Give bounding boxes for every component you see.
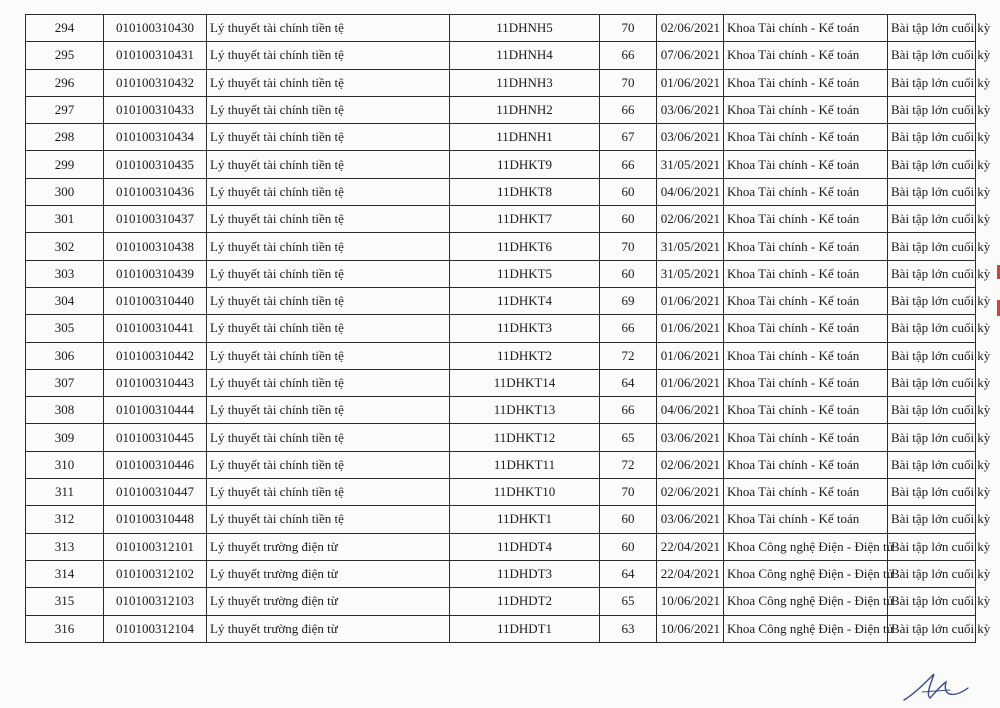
exam-date: 31/05/2021 [657,260,724,287]
row-number: 314 [26,560,104,587]
exam-form: Bài tập lớn cuối kỳ [888,588,976,615]
course-name: Lý thuyết tài chính tiền tệ [207,424,450,451]
student-count: 70 [600,233,657,260]
row-number: 313 [26,533,104,560]
student-count: 65 [600,588,657,615]
exam-date: 02/06/2021 [657,451,724,478]
student-count: 72 [600,342,657,369]
exam-date: 10/06/2021 [657,588,724,615]
faculty-name: Khoa Công nghệ Điện - Điện tử [724,560,888,587]
class-code: 11DHKT3 [450,315,600,342]
exam-form: Bài tập lớn cuối kỳ [888,96,976,123]
table-row [26,533,976,560]
exam-form: Bài tập lớn cuối kỳ [888,178,976,205]
student-count: 60 [600,178,657,205]
course-name: Lý thuyết tài chính tiền tệ [207,369,450,396]
table-row [26,96,976,123]
class-code: 11DHKT5 [450,260,600,287]
student-count: 70 [600,15,657,42]
row-number: 299 [26,151,104,178]
course-name: Lý thuyết tài chính tiền tệ [207,151,450,178]
faculty-name: Khoa Tài chính - Kế toán [724,397,888,424]
row-number: 303 [26,260,104,287]
exam-form: Bài tập lớn cuối kỳ [888,15,976,42]
student-count: 67 [600,124,657,151]
faculty-name: Khoa Tài chính - Kế toán [724,287,888,314]
row-number: 307 [26,369,104,396]
exam-form: Bài tập lớn cuối kỳ [888,451,976,478]
class-code: 11DHKT4 [450,287,600,314]
class-code: 11DHNH5 [450,15,600,42]
course-name: Lý thuyết tài chính tiền tệ [207,15,450,42]
exam-date: 01/06/2021 [657,69,724,96]
class-code: 11DHKT9 [450,151,600,178]
course-code: 010100310432 [104,69,207,96]
course-code: 010100310446 [104,451,207,478]
course-code: 010100310443 [104,369,207,396]
student-count: 63 [600,615,657,642]
faculty-name: Khoa Tài chính - Kế toán [724,206,888,233]
handwritten-signature [900,664,970,704]
student-count: 60 [600,260,657,287]
faculty-name: Khoa Tài chính - Kế toán [724,342,888,369]
faculty-name: Khoa Tài chính - Kế toán [724,315,888,342]
course-name: Lý thuyết tài chính tiền tệ [207,315,450,342]
course-name: Lý thuyết tài chính tiền tệ [207,42,450,69]
course-code: 010100310444 [104,397,207,424]
student-count: 60 [600,533,657,560]
class-code: 11DHKT13 [450,397,600,424]
table-row [26,287,976,314]
exam-form: Bài tập lớn cuối kỳ [888,42,976,69]
course-code: 010100310441 [104,315,207,342]
course-code: 010100310436 [104,178,207,205]
exam-date: 02/06/2021 [657,479,724,506]
course-name: Lý thuyết tài chính tiền tệ [207,397,450,424]
table-row [26,479,976,506]
course-name: Lý thuyết tài chính tiền tệ [207,260,450,287]
class-code: 11DHNH1 [450,124,600,151]
faculty-name: Khoa Tài chính - Kế toán [724,479,888,506]
course-code: 010100310442 [104,342,207,369]
class-code: 11DHKT10 [450,479,600,506]
exam-date: 10/06/2021 [657,615,724,642]
table-row [26,315,976,342]
exam-date: 03/06/2021 [657,96,724,123]
exam-date: 03/06/2021 [657,424,724,451]
table-row [26,178,976,205]
exam-form: Bài tập lớn cuối kỳ [888,233,976,260]
exam-date: 04/06/2021 [657,178,724,205]
table-row [26,615,976,642]
row-number: 300 [26,178,104,205]
row-number: 306 [26,342,104,369]
faculty-name: Khoa Tài chính - Kế toán [724,451,888,478]
course-name: Lý thuyết tài chính tiền tệ [207,506,450,533]
class-code: 11DHKT14 [450,369,600,396]
table-row [26,124,976,151]
exam-date: 31/05/2021 [657,233,724,260]
table-row [26,233,976,260]
course-name: Lý thuyết tài chính tiền tệ [207,479,450,506]
exam-form: Bài tập lớn cuối kỳ [888,342,976,369]
exam-date: 04/06/2021 [657,397,724,424]
table-row [26,451,976,478]
exam-form: Bài tập lớn cuối kỳ [888,151,976,178]
course-code: 010100312104 [104,615,207,642]
course-name: Lý thuyết tài chính tiền tệ [207,287,450,314]
faculty-name: Khoa Công nghệ Điện - Điện tử [724,615,888,642]
student-count: 64 [600,560,657,587]
exam-form: Bài tập lớn cuối kỳ [888,560,976,587]
exam-form: Bài tập lớn cuối kỳ [888,260,976,287]
row-number: 310 [26,451,104,478]
course-name: Lý thuyết trường điện từ [207,533,450,560]
exam-date: 07/06/2021 [657,42,724,69]
student-count: 66 [600,151,657,178]
student-count: 64 [600,369,657,396]
exam-date: 01/06/2021 [657,342,724,369]
class-code: 11DHKT1 [450,506,600,533]
course-code: 010100310430 [104,15,207,42]
class-code: 11DHDT3 [450,560,600,587]
course-code: 010100310439 [104,260,207,287]
course-code: 010100310438 [104,233,207,260]
exam-date: 02/06/2021 [657,15,724,42]
faculty-name: Khoa Tài chính - Kế toán [724,124,888,151]
student-count: 66 [600,397,657,424]
exam-form: Bài tập lớn cuối kỳ [888,206,976,233]
class-code: 11DHKT6 [450,233,600,260]
faculty-name: Khoa Tài chính - Kế toán [724,369,888,396]
student-count: 65 [600,424,657,451]
class-code: 11DHKT8 [450,178,600,205]
student-count: 60 [600,206,657,233]
course-code: 010100312101 [104,533,207,560]
row-number: 294 [26,15,104,42]
exam-form: Bài tập lớn cuối kỳ [888,479,976,506]
course-code: 010100312103 [104,588,207,615]
class-code: 11DHKT7 [450,206,600,233]
exam-date: 01/06/2021 [657,369,724,396]
faculty-name: Khoa Công nghệ Điện - Điện tử [724,533,888,560]
exam-form: Bài tập lớn cuối kỳ [888,615,976,642]
course-code: 010100312102 [104,560,207,587]
course-code: 010100310448 [104,506,207,533]
student-count: 70 [600,479,657,506]
exam-date: 31/05/2021 [657,151,724,178]
table-row [26,506,976,533]
class-code: 11DHNH3 [450,69,600,96]
course-code: 010100310431 [104,42,207,69]
course-name: Lý thuyết tài chính tiền tệ [207,96,450,123]
table-row [26,588,976,615]
course-name: Lý thuyết tài chính tiền tệ [207,451,450,478]
table-row [26,342,976,369]
course-name: Lý thuyết trường điện từ [207,615,450,642]
table-row [26,369,976,396]
exam-form: Bài tập lớn cuối kỳ [888,69,976,96]
row-number: 296 [26,69,104,96]
faculty-name: Khoa Tài chính - Kế toán [724,151,888,178]
row-number: 305 [26,315,104,342]
row-number: 311 [26,479,104,506]
row-number: 312 [26,506,104,533]
table-body [26,15,991,643]
class-code: 11DHDT2 [450,588,600,615]
student-count: 72 [600,451,657,478]
faculty-name: Khoa Tài chính - Kế toán [724,69,888,96]
table-row [26,560,976,587]
exam-date: 03/06/2021 [657,124,724,151]
exam-form: Bài tập lớn cuối kỳ [888,124,976,151]
faculty-name: Khoa Công nghệ Điện - Điện tử [724,588,888,615]
table-row [26,206,976,233]
exam-form: Bài tập lớn cuối kỳ [888,533,976,560]
table-row [26,42,976,69]
row-number: 297 [26,96,104,123]
course-name: Lý thuyết tài chính tiền tệ [207,233,450,260]
table-row [26,397,976,424]
exam-date: 22/04/2021 [657,560,724,587]
exam-form: Bài tập lớn cuối kỳ [888,506,976,533]
faculty-name: Khoa Tài chính - Kế toán [724,424,888,451]
exam-date: 03/06/2021 [657,506,724,533]
exam-form: Bài tập lớn cuối kỳ [888,369,976,396]
course-name: Lý thuyết tài chính tiền tệ [207,178,450,205]
row-number: 298 [26,124,104,151]
student-count: 66 [600,42,657,69]
table-row [26,15,976,42]
class-code: 11DHKT11 [450,451,600,478]
table-row [26,151,976,178]
course-code: 010100310435 [104,151,207,178]
class-code: 11DHDT4 [450,533,600,560]
course-name: Lý thuyết tài chính tiền tệ [207,124,450,151]
course-code: 010100310434 [104,124,207,151]
exam-form: Bài tập lớn cuối kỳ [888,287,976,314]
exam-date: 01/06/2021 [657,287,724,314]
exam-date: 02/06/2021 [657,206,724,233]
row-number: 301 [26,206,104,233]
table-row [26,69,976,96]
course-name: Lý thuyết tài chính tiền tệ [207,342,450,369]
class-code: 11DHDT1 [450,615,600,642]
class-code: 11DHKT2 [450,342,600,369]
class-code: 11DHNH4 [450,42,600,69]
row-number: 302 [26,233,104,260]
course-name: Lý thuyết trường điện từ [207,560,450,587]
exam-schedule-table [25,14,991,643]
row-number: 316 [26,615,104,642]
table-row [26,260,976,287]
student-count: 66 [600,315,657,342]
course-name: Lý thuyết tài chính tiền tệ [207,69,450,96]
class-code: 11DHNH2 [450,96,600,123]
course-name: Lý thuyết tài chính tiền tệ [207,206,450,233]
faculty-name: Khoa Tài chính - Kế toán [724,260,888,287]
student-count: 66 [600,96,657,123]
course-code: 010100310447 [104,479,207,506]
exam-form: Bài tập lớn cuối kỳ [888,424,976,451]
row-number: 315 [26,588,104,615]
course-code: 010100310440 [104,287,207,314]
table-row [26,424,976,451]
course-code: 010100310437 [104,206,207,233]
faculty-name: Khoa Tài chính - Kế toán [724,42,888,69]
student-count: 60 [600,506,657,533]
exam-form: Bài tập lớn cuối kỳ [888,315,976,342]
student-count: 70 [600,69,657,96]
faculty-name: Khoa Tài chính - Kế toán [724,96,888,123]
row-number: 309 [26,424,104,451]
row-number: 295 [26,42,104,69]
exam-form: Bài tập lớn cuối kỳ [888,397,976,424]
course-code: 010100310433 [104,96,207,123]
faculty-name: Khoa Tài chính - Kế toán [724,178,888,205]
course-code: 010100310445 [104,424,207,451]
class-code: 11DHKT12 [450,424,600,451]
faculty-name: Khoa Tài chính - Kế toán [724,233,888,260]
course-name: Lý thuyết trường điện từ [207,588,450,615]
exam-date: 01/06/2021 [657,315,724,342]
student-count: 69 [600,287,657,314]
row-number: 308 [26,397,104,424]
exam-date: 22/04/2021 [657,533,724,560]
faculty-name: Khoa Tài chính - Kế toán [724,15,888,42]
faculty-name: Khoa Tài chính - Kế toán [724,506,888,533]
row-number: 304 [26,287,104,314]
